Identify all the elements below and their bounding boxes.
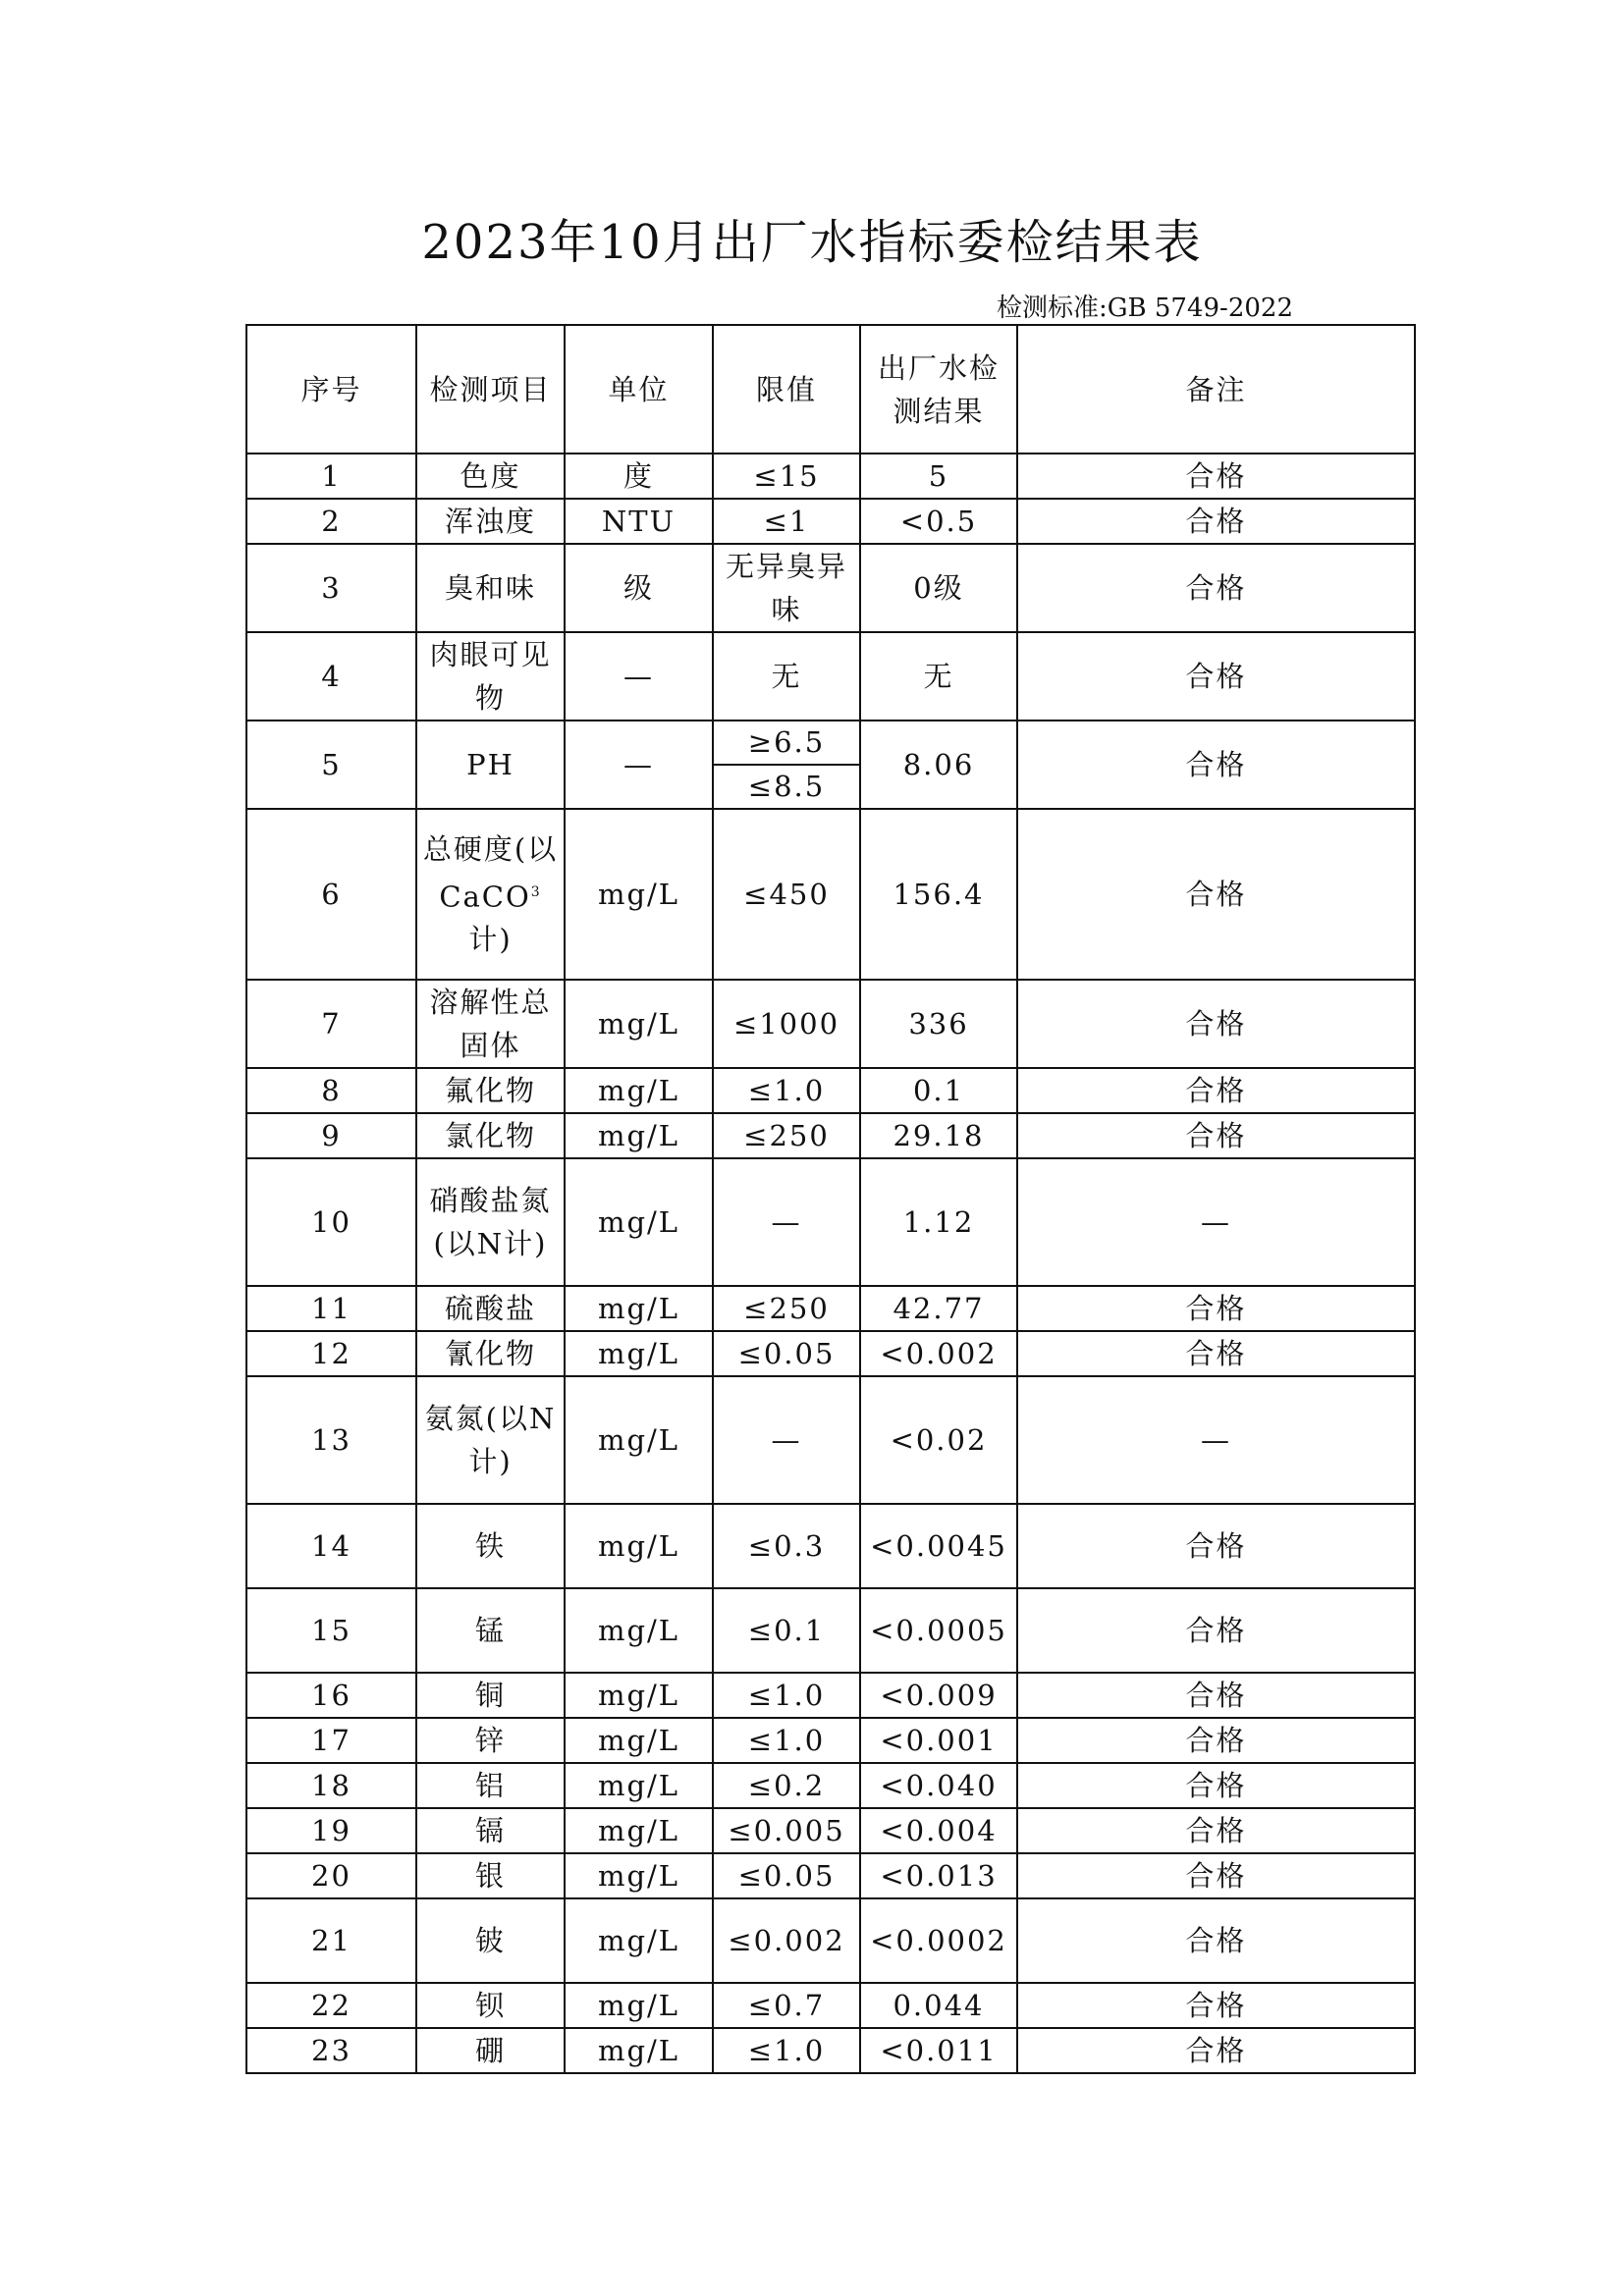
limit-upper: ≤8.5 bbox=[747, 770, 826, 803]
limit-value: ≤0.3 bbox=[713, 1504, 860, 1588]
test-item: 溶解性总固体 bbox=[416, 980, 565, 1068]
remark: 合格 bbox=[1017, 1808, 1415, 1853]
remark: 合格 bbox=[1017, 980, 1415, 1068]
remark: 合格 bbox=[1017, 632, 1415, 721]
limit-value: ≤0.1 bbox=[713, 1588, 860, 1673]
header-result: 出厂水检测结果 bbox=[860, 325, 1017, 454]
table-row bbox=[246, 1673, 1415, 1718]
table-row bbox=[246, 1983, 1415, 2028]
test-item: 锌 bbox=[416, 1718, 565, 1763]
unit: mg/L bbox=[565, 980, 713, 1068]
test-result: <0.040 bbox=[860, 1763, 1017, 1808]
test-item: 锰 bbox=[416, 1588, 565, 1673]
row-number: 20 bbox=[246, 1853, 416, 1898]
test-item: 肉眼可见物 bbox=[416, 632, 565, 721]
unit: mg/L bbox=[565, 1504, 713, 1588]
header-item: 检测项目 bbox=[416, 325, 565, 454]
row-number: 13 bbox=[246, 1376, 416, 1504]
remark: 合格 bbox=[1017, 2028, 1415, 2073]
test-item: 铍 bbox=[416, 1898, 565, 1983]
test-item: 氟化物 bbox=[416, 1068, 565, 1113]
unit: mg/L bbox=[565, 1898, 713, 1983]
remark: 合格 bbox=[1017, 809, 1415, 980]
table-row bbox=[246, 1331, 1415, 1376]
header-row bbox=[246, 325, 1415, 454]
limit-value: ≤1000 bbox=[713, 980, 860, 1068]
unit: NTU bbox=[565, 499, 713, 544]
test-item: 铁 bbox=[416, 1504, 565, 1588]
test-result: 无 bbox=[860, 632, 1017, 721]
limit-value: 无 bbox=[713, 632, 860, 721]
header-unit: 单位 bbox=[565, 325, 713, 454]
test-standard: 检测标准:GB 5749-2022 bbox=[996, 294, 1293, 323]
test-item: 色度 bbox=[416, 454, 565, 499]
test-item: 镉 bbox=[416, 1808, 565, 1853]
remark: 合格 bbox=[1017, 1504, 1415, 1588]
test-result: <0.004 bbox=[860, 1808, 1017, 1853]
limit-value: ≤250 bbox=[713, 1113, 860, 1158]
test-item: 臭和味 bbox=[416, 544, 565, 632]
table-row bbox=[246, 1763, 1415, 1808]
remark: 合格 bbox=[1017, 1853, 1415, 1898]
header-limit: 限值 bbox=[713, 325, 860, 454]
test-item-text: 总硬度(以CaCO bbox=[422, 831, 559, 914]
test-item: 硫酸盐 bbox=[416, 1286, 565, 1331]
remark: 合格 bbox=[1017, 1718, 1415, 1763]
test-item: 氯化物 bbox=[416, 1113, 565, 1158]
limit-value: ≤0.2 bbox=[713, 1763, 860, 1808]
unit: mg/L bbox=[565, 2028, 713, 2073]
row-number: 23 bbox=[246, 2028, 416, 2073]
test-result: <0.002 bbox=[860, 1331, 1017, 1376]
limit-lower: ≥6.5 bbox=[714, 721, 859, 766]
limit-value: ≤1.0 bbox=[713, 1718, 860, 1763]
limit-value: 无异臭异味 bbox=[713, 544, 860, 632]
test-result: 29.18 bbox=[860, 1113, 1017, 1158]
limit-value: ≤0.005 bbox=[713, 1808, 860, 1853]
remark: 合格 bbox=[1017, 721, 1415, 809]
remark: 合格 bbox=[1017, 1113, 1415, 1158]
unit: mg/L bbox=[565, 1376, 713, 1504]
test-item: 硼 bbox=[416, 2028, 565, 2073]
row-number: 14 bbox=[246, 1504, 416, 1588]
remark: 合格 bbox=[1017, 1068, 1415, 1113]
unit: mg/L bbox=[565, 1808, 713, 1853]
test-item: 银 bbox=[416, 1853, 565, 1898]
row-number: 10 bbox=[246, 1158, 416, 1286]
limit-value: ≤1.0 bbox=[713, 2028, 860, 2073]
remark: 合格 bbox=[1017, 1763, 1415, 1808]
row-number: 12 bbox=[246, 1331, 416, 1376]
unit: mg/L bbox=[565, 1158, 713, 1286]
test-item-tail: 计) bbox=[468, 923, 513, 957]
row-number: 15 bbox=[246, 1588, 416, 1673]
remark: 合格 bbox=[1017, 1286, 1415, 1331]
unit: mg/L bbox=[565, 1588, 713, 1673]
table-row bbox=[246, 721, 1415, 809]
test-result: 156.4 bbox=[860, 809, 1017, 980]
unit: mg/L bbox=[565, 1068, 713, 1113]
remark: 合格 bbox=[1017, 499, 1415, 544]
header-no: 序号 bbox=[246, 325, 416, 454]
unit: mg/L bbox=[565, 1763, 713, 1808]
test-item-subscript: 3 bbox=[530, 883, 542, 900]
unit: mg/L bbox=[565, 1286, 713, 1331]
table-row bbox=[246, 454, 1415, 499]
test-result: <0.001 bbox=[860, 1718, 1017, 1763]
table-row bbox=[246, 1718, 1415, 1763]
row-number: 6 bbox=[246, 809, 416, 980]
unit: mg/L bbox=[565, 1718, 713, 1763]
test-result: 0.044 bbox=[860, 1983, 1017, 2028]
limit-value: — bbox=[713, 1376, 860, 1504]
test-item: 铝 bbox=[416, 1763, 565, 1808]
limit-value: ≤1.0 bbox=[713, 1068, 860, 1113]
test-result: <0.013 bbox=[860, 1853, 1017, 1898]
row-number: 9 bbox=[246, 1113, 416, 1158]
row-number: 7 bbox=[246, 980, 416, 1068]
remark: 合格 bbox=[1017, 454, 1415, 499]
table-row bbox=[246, 1853, 1415, 1898]
row-number: 17 bbox=[246, 1718, 416, 1763]
table-row bbox=[246, 544, 1415, 632]
table-row bbox=[246, 1898, 1415, 1983]
results-table bbox=[245, 324, 1416, 2074]
unit: mg/L bbox=[565, 1331, 713, 1376]
row-number: 5 bbox=[246, 721, 416, 809]
limit-value bbox=[713, 721, 860, 809]
table-row bbox=[246, 1068, 1415, 1113]
table-row bbox=[246, 1286, 1415, 1331]
test-item: 氨氮(以N计) bbox=[416, 1376, 565, 1504]
test-result: 336 bbox=[860, 980, 1017, 1068]
page-title: 2023年10月出厂水指标委检结果表 bbox=[421, 215, 1203, 270]
remark: 合格 bbox=[1017, 1331, 1415, 1376]
test-result: 0级 bbox=[860, 544, 1017, 632]
test-result: 5 bbox=[860, 454, 1017, 499]
remark: — bbox=[1017, 1376, 1415, 1504]
remark: 合格 bbox=[1017, 1588, 1415, 1673]
test-result: 0.1 bbox=[860, 1068, 1017, 1113]
remark: 合格 bbox=[1017, 544, 1415, 632]
test-item: 浑浊度 bbox=[416, 499, 565, 544]
table-row bbox=[246, 980, 1415, 1068]
table-row bbox=[246, 1588, 1415, 1673]
unit: 度 bbox=[565, 454, 713, 499]
table-row bbox=[246, 499, 1415, 544]
test-result: 42.77 bbox=[860, 1286, 1017, 1331]
header-note: 备注 bbox=[1017, 325, 1415, 454]
limit-value: ≤1.0 bbox=[713, 1673, 860, 1718]
test-item: 硝酸盐氮(以N计) bbox=[416, 1158, 565, 1286]
limit-value: ≤15 bbox=[713, 454, 860, 499]
test-result: <0.02 bbox=[860, 1376, 1017, 1504]
test-result: 8.06 bbox=[860, 721, 1017, 809]
row-number: 1 bbox=[246, 454, 416, 499]
row-number: 22 bbox=[246, 1983, 416, 2028]
table-row bbox=[246, 2028, 1415, 2073]
remark: 合格 bbox=[1017, 1983, 1415, 2028]
table-row bbox=[246, 1158, 1415, 1286]
row-number: 18 bbox=[246, 1763, 416, 1808]
test-result: <0.0045 bbox=[860, 1504, 1017, 1588]
test-item: 氰化物 bbox=[416, 1331, 565, 1376]
remark: — bbox=[1017, 1158, 1415, 1286]
row-number: 19 bbox=[246, 1808, 416, 1853]
table-row bbox=[246, 1808, 1415, 1853]
row-number: 4 bbox=[246, 632, 416, 721]
row-number: 3 bbox=[246, 544, 416, 632]
unit: mg/L bbox=[565, 1983, 713, 2028]
limit-value: ≤1 bbox=[713, 499, 860, 544]
row-number: 21 bbox=[246, 1898, 416, 1983]
table-row bbox=[246, 809, 1415, 980]
remark: 合格 bbox=[1017, 1898, 1415, 1983]
limit-value: ≤0.05 bbox=[713, 1331, 860, 1376]
remark: 合格 bbox=[1017, 1673, 1415, 1718]
test-item: 钡 bbox=[416, 1983, 565, 2028]
row-number: 2 bbox=[246, 499, 416, 544]
test-item bbox=[416, 809, 565, 980]
unit: mg/L bbox=[565, 1113, 713, 1158]
unit: mg/L bbox=[565, 1853, 713, 1898]
row-number: 11 bbox=[246, 1286, 416, 1331]
limit-value: — bbox=[713, 1158, 860, 1286]
table-row bbox=[246, 1376, 1415, 1504]
test-result: 1.12 bbox=[860, 1158, 1017, 1286]
test-result: <0.011 bbox=[860, 2028, 1017, 2073]
table-row bbox=[246, 1504, 1415, 1588]
unit: — bbox=[565, 632, 713, 721]
limit-value: ≤250 bbox=[713, 1286, 860, 1331]
test-result: <0.0005 bbox=[860, 1588, 1017, 1673]
unit: mg/L bbox=[565, 1673, 713, 1718]
test-item: PH bbox=[416, 721, 565, 809]
table-row bbox=[246, 632, 1415, 721]
unit: — bbox=[565, 721, 713, 809]
unit: 级 bbox=[565, 544, 713, 632]
test-result: <0.009 bbox=[860, 1673, 1017, 1718]
test-item: 铜 bbox=[416, 1673, 565, 1718]
test-result: <0.0002 bbox=[860, 1898, 1017, 1983]
test-result: <0.5 bbox=[860, 499, 1017, 544]
limit-value: ≤0.05 bbox=[713, 1853, 860, 1898]
limit-value: ≤0.002 bbox=[713, 1898, 860, 1983]
row-number: 8 bbox=[246, 1068, 416, 1113]
table-row bbox=[246, 1113, 1415, 1158]
limit-value: ≤0.7 bbox=[713, 1983, 860, 2028]
limit-value: ≤450 bbox=[713, 809, 860, 980]
row-number: 16 bbox=[246, 1673, 416, 1718]
unit: mg/L bbox=[565, 809, 713, 980]
